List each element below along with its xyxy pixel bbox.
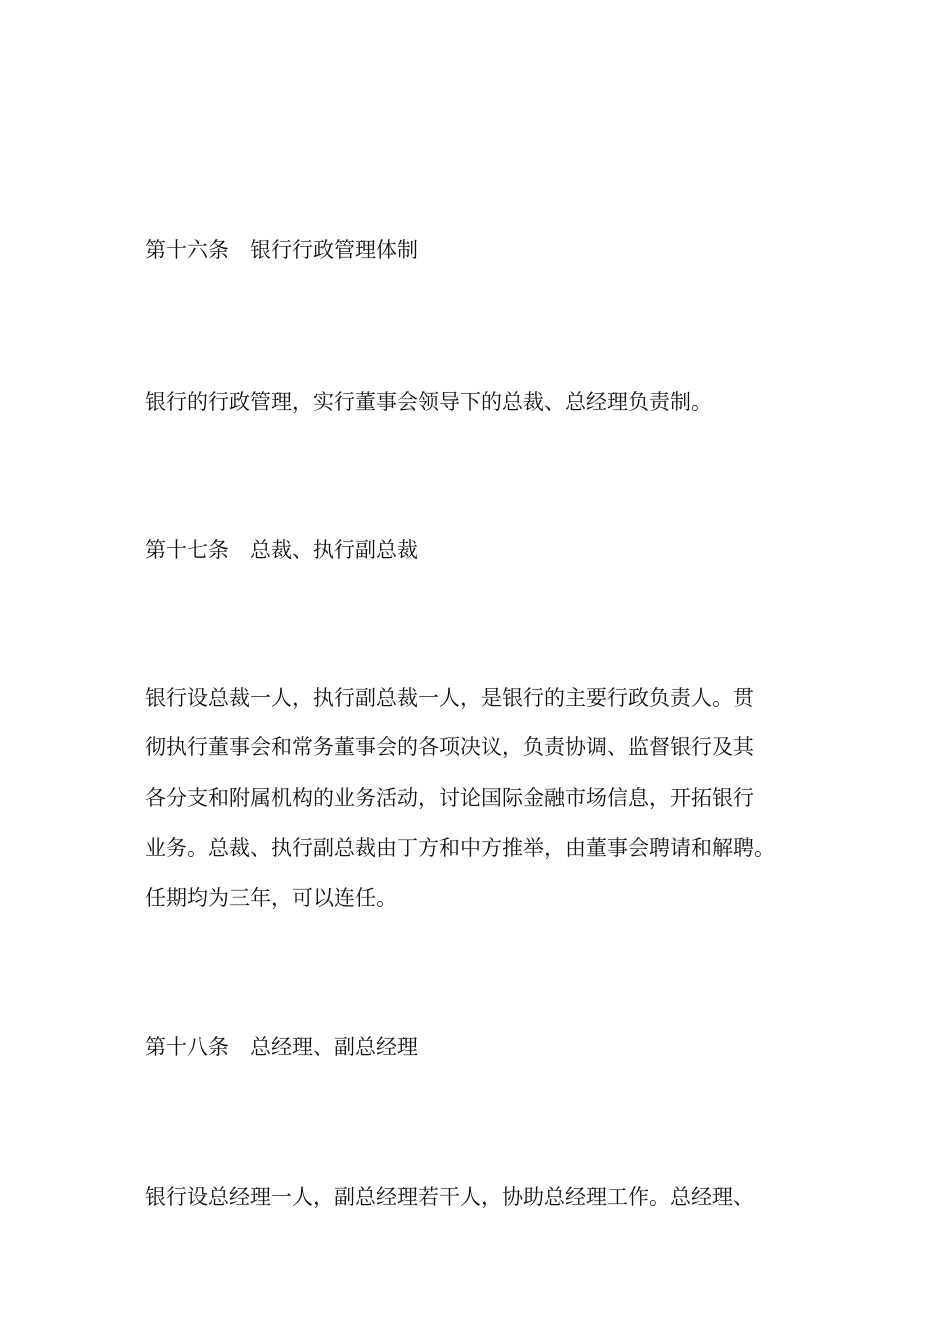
article-body-17-line-1: 银行设总裁一人，执行副总裁一人，是银行的主要行政负责人。贯 (145, 686, 754, 710)
article-heading-18: 第十八条 总经理、副总经理 (145, 1035, 418, 1059)
article-body-17-line-2: 彻执行董事会和常务董事会的各项决议，负责协调、监督银行及其 (145, 735, 754, 759)
article-body-17-line-5: 任期均为三年，可以连任。 (145, 886, 397, 910)
article-body-17-line-3: 各分支和附属机构的业务活动，讨论国际金融市场信息，开拓银行 (145, 786, 754, 810)
article-body-18-line-1: 银行设总经理一人，副总经理若干人，协助总经理工作。总经理、 (145, 1185, 754, 1209)
article-body-17-line-4: 业务。总裁、执行副总裁由丁方和中方推举，由董事会聘请和解聘。 (145, 836, 775, 860)
article-heading-17: 第十七条 总裁、执行副总裁 (145, 538, 418, 562)
article-heading-16: 第十六条 银行行政管理体制 (145, 238, 418, 262)
article-body-16-line-1: 银行的行政管理，实行董事会领导下的总裁、总经理负责制。 (145, 390, 712, 414)
